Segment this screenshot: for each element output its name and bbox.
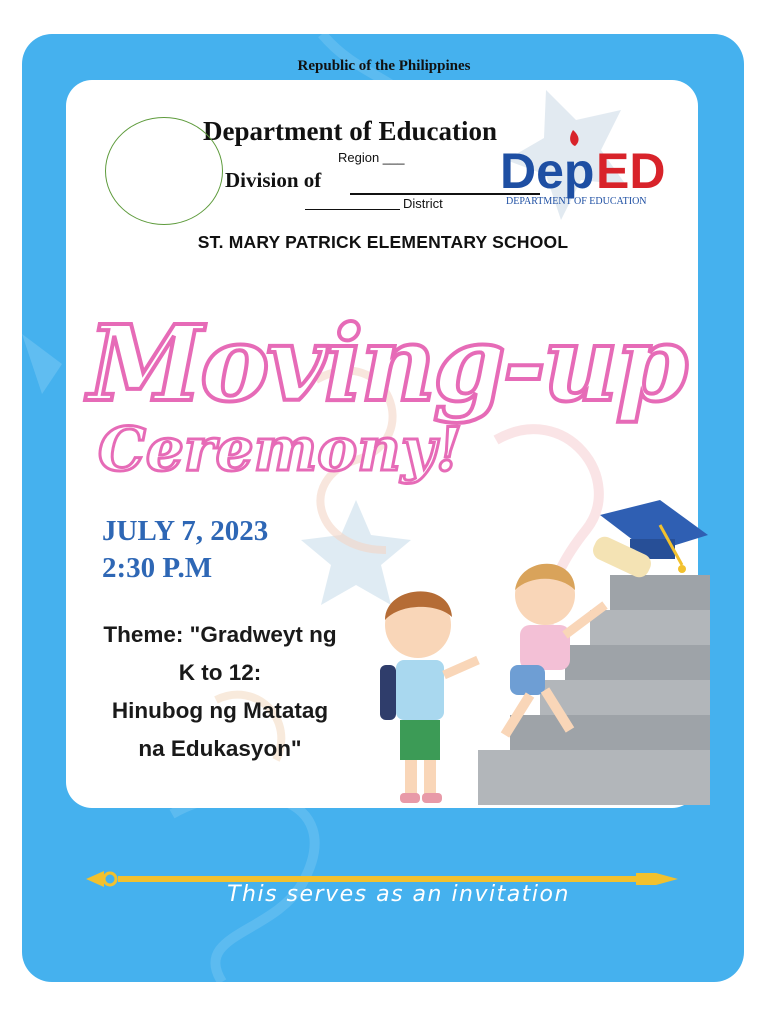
theme-block [60, 616, 380, 768]
school-name: ST. MARY PATRICK ELEMENTARY SCHOOL [197, 232, 569, 252]
invitation-note: This serves as an invitation [227, 882, 570, 907]
title-line-1: Moving-up [88, 302, 686, 425]
event-time: 2:30 P.M [102, 552, 213, 584]
district-underline [305, 209, 400, 210]
kids-staircase-illustration [360, 495, 720, 815]
title-line-2: Ceremony! [98, 415, 463, 485]
seal-placeholder-circle [105, 117, 223, 225]
moving-up-title [80, 280, 700, 500]
deped-logo [498, 128, 673, 213]
theme-line-2: K to 12: [178, 660, 262, 685]
event-date: JULY 7, 2023 [102, 515, 269, 547]
theme-line-3: Hinubog ng Matatag [111, 698, 329, 723]
deped-logo-text-ed: ED [596, 143, 666, 199]
deped-logo-text-dep: Dep [500, 143, 595, 199]
republic-heading: Republic of the Philippines [297, 58, 471, 74]
district-label: District [403, 196, 443, 211]
deped-logo-subtitle: DEPARTMENT OF EDUCATION [506, 196, 647, 207]
region-line: Region ___ [338, 150, 405, 165]
theme-line-1: Theme: "Gradweyt ng [103, 622, 337, 647]
boy-figure [380, 591, 478, 803]
theme-line-4: na Edukasyon" [138, 736, 302, 761]
division-line: Division of [225, 168, 322, 192]
department-heading: Department of Education [203, 116, 497, 146]
